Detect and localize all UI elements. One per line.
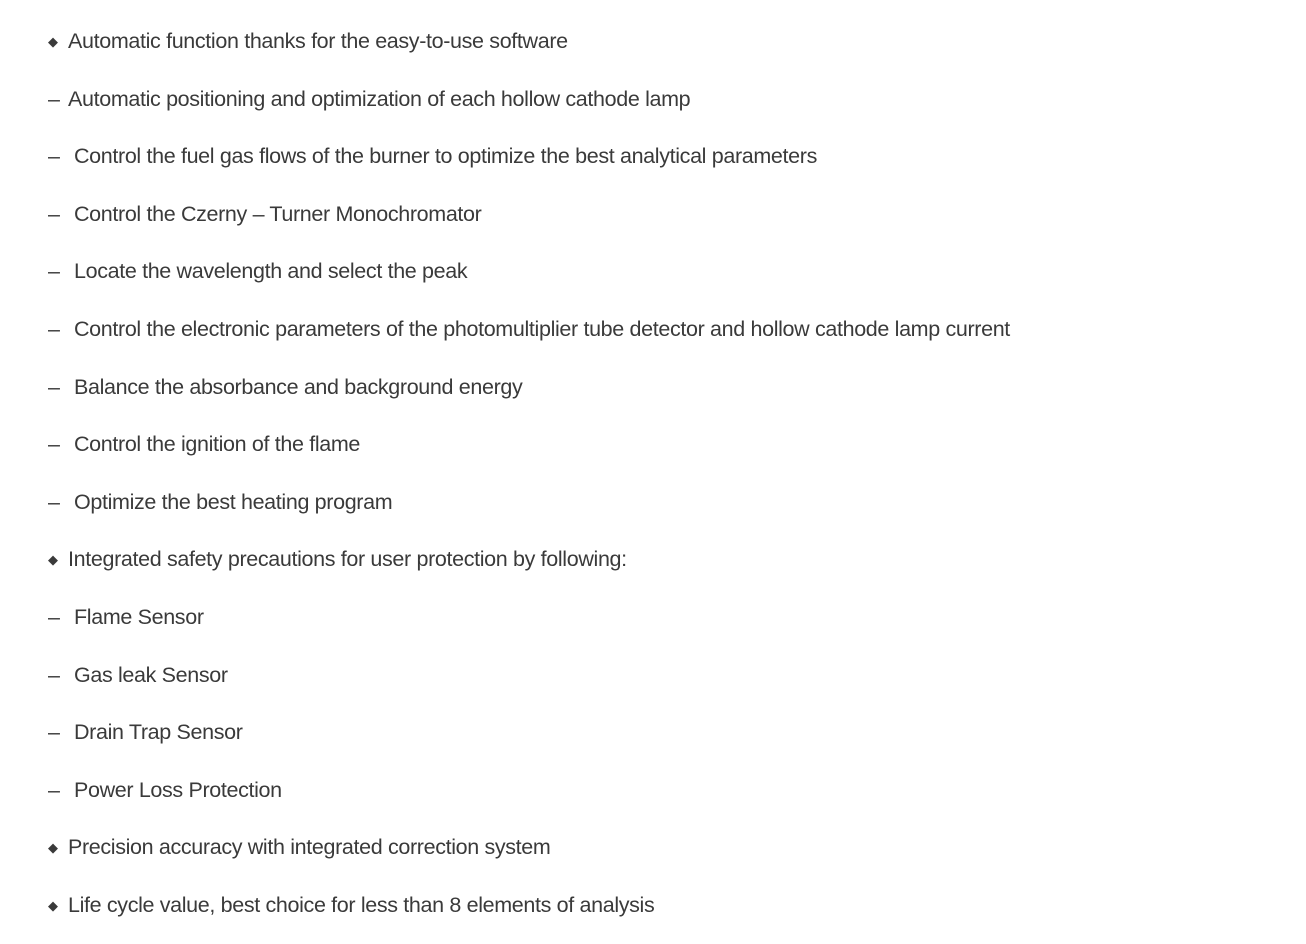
feature-item [48, 828, 1010, 886]
dash-bullet-icon: – [48, 604, 60, 629]
sub-feature-item [48, 137, 1010, 195]
sub-feature-item [48, 713, 1010, 771]
sub-feature-text: Power Loss Protection [74, 777, 282, 802]
diamond-bullet-icon: ◆ [48, 897, 58, 913]
dash-bullet-icon: – [48, 259, 60, 284]
sub-feature-text: Flame Sensor [74, 604, 204, 629]
sub-feature-item [48, 425, 1010, 483]
feature-text: Automatic function thanks for the easy-to-use software [68, 29, 568, 53]
sub-feature-text: Control the ignition of the flame [74, 432, 361, 457]
dash-bullet-icon: – [48, 201, 60, 226]
sub-feature-item [48, 771, 1010, 829]
diamond-bullet-icon: ◆ [48, 840, 58, 856]
sub-feature-item [48, 483, 1010, 541]
dash-bullet-icon: – [48, 720, 60, 745]
sub-feature-item [48, 368, 1010, 426]
sub-feature-text: Gas leak Sensor [74, 662, 228, 687]
sub-feature-item [48, 598, 1010, 656]
dash-bullet-icon: – [48, 777, 60, 802]
dash-bullet-icon: – [48, 432, 60, 457]
sub-feature-item [48, 195, 1010, 253]
sub-feature-text: Automatic positioning and optimization of each hollow cathode lamp [68, 86, 691, 111]
dash-bullet-icon: – [48, 86, 60, 111]
sub-feature-item [48, 310, 1010, 368]
dash-bullet-icon: – [48, 374, 60, 399]
sub-feature-item [48, 656, 1010, 714]
feature-text: Precision accuracy with integrated correction system [68, 835, 551, 860]
feature-text: Integrated safety precautions for user protection by following: [68, 547, 627, 572]
dash-bullet-icon: – [48, 662, 60, 687]
sub-feature-text: Control the Czerny – Turner Monochromator [74, 201, 482, 226]
dash-bullet-icon: – [48, 489, 60, 514]
feature-text: Life cycle value, best choice for less than 8 elements of analysis [68, 892, 655, 917]
dash-bullet-icon: – [48, 144, 60, 169]
sub-feature-text: Drain Trap Sensor [74, 720, 243, 745]
sub-feature-text: Optimize the best heating program [74, 489, 393, 514]
sub-feature-text: Control the fuel gas flows of the burner to optimize the best analytical parameters [74, 144, 817, 169]
feature-list [48, 22, 1010, 944]
feature-item [48, 540, 1010, 598]
sub-feature-text: Balance the absorbance and background energy [74, 374, 523, 399]
sub-feature-item [48, 252, 1010, 310]
dash-bullet-icon: – [48, 316, 60, 341]
sub-feature-item [48, 80, 1010, 138]
sub-feature-text: Locate the wavelength and select the peak [74, 259, 468, 284]
diamond-bullet-icon: ◆ [48, 34, 58, 49]
feature-item [48, 22, 1010, 80]
diamond-bullet-icon: ◆ [48, 552, 58, 568]
feature-item [48, 886, 1010, 944]
sub-feature-text: Control the electronic parameters of the photomultiplier tube detector and hollow cathode lamp current [74, 316, 1010, 341]
